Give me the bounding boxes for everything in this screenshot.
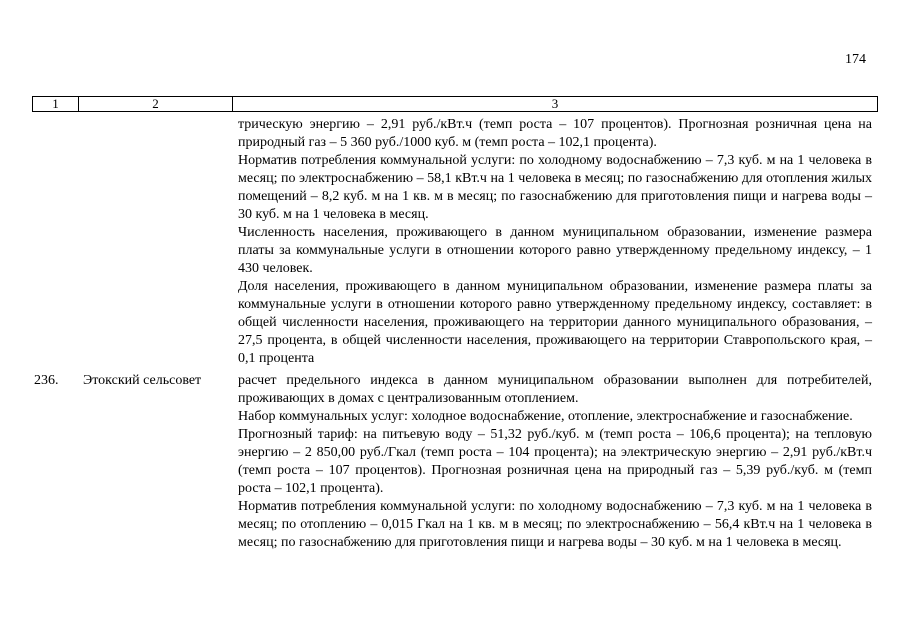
row-description xyxy=(238,372,872,552)
column-header-1: 1 xyxy=(52,96,59,111)
paragraph-consumption-norm: Норматив потребления коммунальной услуги: по холодному водоснабжению – 7,3 куб. м на 1 человека в месяц; по отоплению – 0,015 Гкал на 1 кв. м в месяц; по электроснабжению – 56,4 кВт.ч на 1 человека в месяц; по газоснабжению для приготовления пищи и нагрева воды – 30 куб. м на 1 человека в месяц. xyxy=(238,499,872,550)
row-description xyxy=(238,116,872,368)
row-number: 236. xyxy=(34,373,59,388)
page-number: 174 xyxy=(845,52,866,67)
paragraph-consumption-norm: Норматив потребления коммунальной услуги: по холодному водоснабжению – 7,3 куб. м на 1 человека в месяц; по электроснабжению – 58,1 кВт.ч на 1 человека в месяц; по газоснабжению для отопления жилых помещений – 8,2 куб. м на 1 кв. м в месяц; по газоснабжению для приготовления пищи и нагрева воды – 30 куб. м на 1 человека в месяц. xyxy=(238,153,872,222)
paragraph-tariff-continued: трическую энергию – 2,91 руб./кВт.ч (темп роста – 107 процентов). Прогнозная розничная цена на природный газ – 5 360 руб./1000 куб. м (темп роста – 102,1 процента). xyxy=(238,117,872,150)
column-header-2: 2 xyxy=(78,97,232,111)
paragraph-service-set: Набор коммунальных услуг: холодное водоснабжение, отопление, электроснабжение и газоснабжение. xyxy=(238,409,853,424)
paragraph-calculation-basis: расчет предельного индекса в данном муниципальном образовании выполнен для потребителей, проживающих в домах с централизованным отоплением. xyxy=(238,373,872,406)
column-header-3: 3 xyxy=(232,97,877,111)
municipality-name: Этокский сельсовет xyxy=(83,373,202,388)
column-header-row xyxy=(32,96,878,112)
paragraph-population-count: Численность населения, проживающего в данном муниципальном образовании, изменение размера платы за коммунальные услуги в отношении которого равно утвержденному предельному индексу, – 1 430 человек. xyxy=(238,225,872,276)
paragraph-population-share: Доля населения, проживающего в данном муниципальном образовании, изменение размера платы за коммунальные услуги в отношении которого равно утвержденному предельному индексу, составляет: в общей численности населения, проживающего на территории данного муниципального образования, – 27,5 процента, в общей численности населения, проживающего на территории Ставропольского края, – 0,1 процента xyxy=(238,279,872,366)
paragraph-forecast-tariff: Прогнозный тариф: на питьевую воду – 51,32 руб./куб. м (темп роста – 106,6 процента); на тепловую энергию – 2 850,00 руб./Гкал (темп роста – 104 процента); на электрическую энергию – 2,91 руб./кВт.ч (темп роста – 107 процентов). Прогнозная розничная цена на природный газ – 5,39 руб./куб. м (темп роста – 102,1 процента). xyxy=(238,427,872,496)
